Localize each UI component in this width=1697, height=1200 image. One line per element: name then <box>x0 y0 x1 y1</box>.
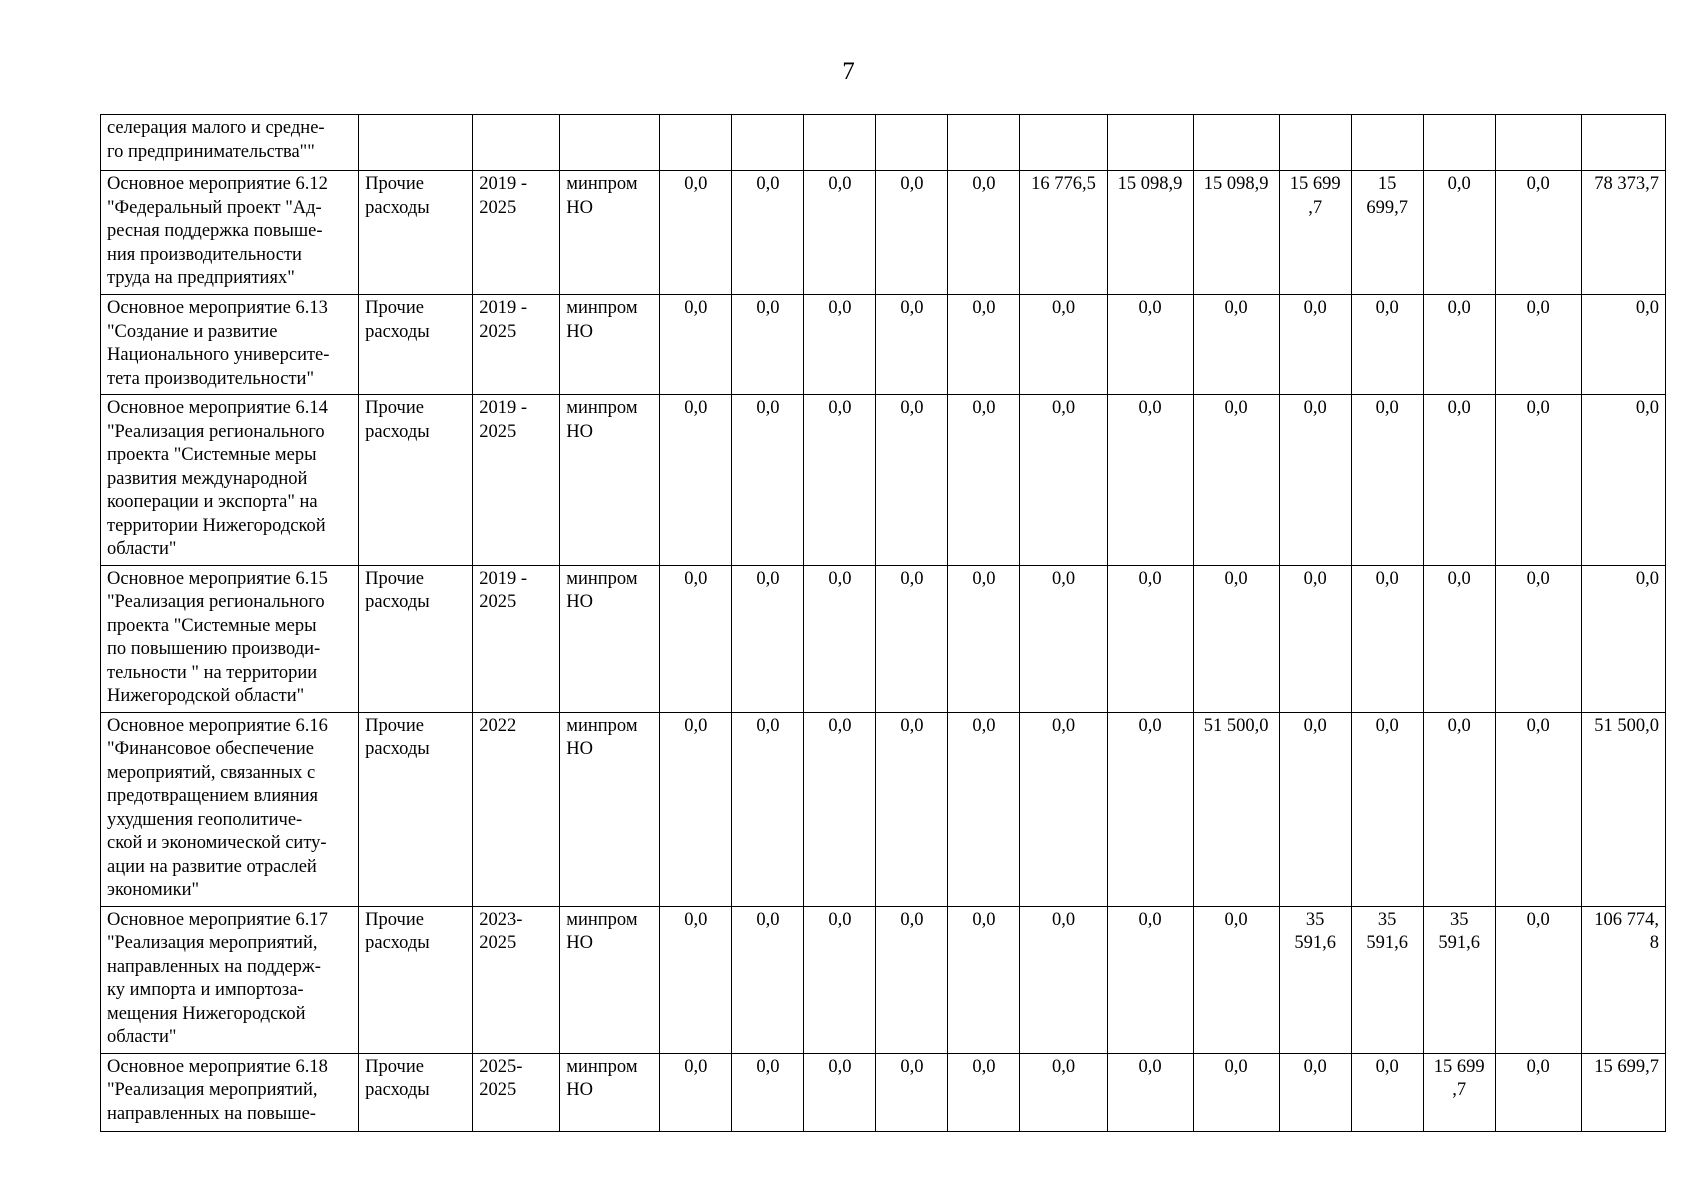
period-cell: 2022 <box>473 712 560 906</box>
period-cell: 2019 - 2025 <box>473 565 560 712</box>
period-cell: 2019 - 2025 <box>473 295 560 395</box>
executor-cell: минпром НО <box>560 565 660 712</box>
period-cell: 2019 - 2025 <box>473 395 560 566</box>
value-cell <box>1423 115 1495 171</box>
table-row <box>101 295 1666 395</box>
expense-type-cell: Прочие расходы <box>359 171 473 295</box>
value-cell: 0,0 <box>1020 1053 1107 1131</box>
period-cell: 2023- 2025 <box>473 906 560 1053</box>
value-cell: 0,0 <box>1351 395 1423 566</box>
value-cell: 0,0 <box>1495 906 1581 1053</box>
value-cell: 0,0 <box>1279 295 1351 395</box>
value-cell: 0,0 <box>660 906 732 1053</box>
value-cell: 0,0 <box>732 712 804 906</box>
period-cell <box>473 115 560 171</box>
value-cell: 0,0 <box>876 1053 948 1131</box>
value-cell: 0,0 <box>1107 395 1193 566</box>
value-cell: 35 591,6 <box>1423 906 1495 1053</box>
event-name-cell: Основное мероприятие 6.14 "Реализация регионального проекта "Системные меры развития международной кооперации и экспорта" на территории Нижегородской области" <box>101 395 359 566</box>
table-row <box>101 712 1666 906</box>
value-cell: 0,0 <box>804 295 876 395</box>
expense-type-cell: Прочие расходы <box>359 295 473 395</box>
value-cell: 0,0 <box>876 295 948 395</box>
total-value-cell: 0,0 <box>1581 295 1665 395</box>
value-cell <box>1193 115 1279 171</box>
value-cell: 0,0 <box>1495 1053 1581 1131</box>
value-cell <box>732 115 804 171</box>
executor-cell: минпром НО <box>560 171 660 295</box>
expense-type-cell: Прочие расходы <box>359 906 473 1053</box>
value-cell: 0,0 <box>876 712 948 906</box>
expense-type-cell: Прочие расходы <box>359 395 473 566</box>
period-cell: 2025- 2025 <box>473 1053 560 1131</box>
value-cell: 0,0 <box>876 171 948 295</box>
value-cell: 0,0 <box>1351 1053 1423 1131</box>
value-cell: 0,0 <box>1107 712 1193 906</box>
value-cell: 15 699,7 <box>1351 171 1423 295</box>
value-cell: 15 699 ,7 <box>1279 171 1351 295</box>
period-cell: 2019 - 2025 <box>473 171 560 295</box>
executor-cell: минпром НО <box>560 712 660 906</box>
value-cell: 0,0 <box>660 565 732 712</box>
expense-type-cell: Прочие расходы <box>359 565 473 712</box>
value-cell: 0,0 <box>660 295 732 395</box>
value-cell: 0,0 <box>804 395 876 566</box>
value-cell: 16 776,5 <box>1020 171 1107 295</box>
event-name-cell: Основное мероприятие 6.17 "Реализация мероприятий, направленных на поддерж- ку импорта и импортоза- мещения Нижегородской области" <box>101 906 359 1053</box>
total-value-cell: 106 774, 8 <box>1581 906 1665 1053</box>
value-cell: 15 098,9 <box>1107 171 1193 295</box>
value-cell: 0,0 <box>1107 295 1193 395</box>
event-name-cell: Основное мероприятие 6.15 "Реализация регионального проекта "Системные меры по повышению производи- тельности " на территории Нижегородской области" <box>101 565 359 712</box>
value-cell: 0,0 <box>1423 171 1495 295</box>
value-cell: 0,0 <box>1107 1053 1193 1131</box>
value-cell: 0,0 <box>1423 395 1495 566</box>
executor-cell: минпром НО <box>560 295 660 395</box>
value-cell: 0,0 <box>1279 565 1351 712</box>
page-number: 7 <box>842 58 855 85</box>
executor-cell: минпром НО <box>560 906 660 1053</box>
value-cell <box>1107 115 1193 171</box>
value-cell: 0,0 <box>1020 395 1107 566</box>
event-name-cell: Основное мероприятие 6.18 "Реализация мероприятий, направленных на повыше- <box>101 1053 359 1131</box>
value-cell <box>948 115 1020 171</box>
value-cell: 0,0 <box>1351 712 1423 906</box>
total-value-cell: 51 500,0 <box>1581 712 1665 906</box>
value-cell: 0,0 <box>732 565 804 712</box>
value-cell: 0,0 <box>1279 395 1351 566</box>
executor-cell <box>560 115 660 171</box>
value-cell: 0,0 <box>660 395 732 566</box>
value-cell: 0,0 <box>660 1053 732 1131</box>
value-cell: 0,0 <box>1495 171 1581 295</box>
value-cell: 0,0 <box>1193 295 1279 395</box>
table-row <box>101 1053 1666 1131</box>
expense-type-cell: Прочие расходы <box>359 1053 473 1131</box>
executor-cell: минпром НО <box>560 1053 660 1131</box>
event-name-cell: Основное мероприятие 6.13 "Создание и развитие Национального университе- тета производительности" <box>101 295 359 395</box>
value-cell: 0,0 <box>948 171 1020 295</box>
value-cell: 0,0 <box>732 295 804 395</box>
value-cell <box>876 115 948 171</box>
value-cell: 0,0 <box>948 1053 1020 1131</box>
table-row <box>101 171 1666 295</box>
value-cell: 0,0 <box>1020 712 1107 906</box>
total-value-cell: 78 373,7 <box>1581 171 1665 295</box>
value-cell: 0,0 <box>1107 565 1193 712</box>
value-cell: 0,0 <box>1107 906 1193 1053</box>
value-cell: 15 699 ,7 <box>1423 1053 1495 1131</box>
expense-type-cell <box>359 115 473 171</box>
value-cell: 0,0 <box>1423 565 1495 712</box>
value-cell <box>804 115 876 171</box>
value-cell: 0,0 <box>732 395 804 566</box>
value-cell: 0,0 <box>1495 395 1581 566</box>
event-name-cell: Основное мероприятие 6.12 "Федеральный проект "Ад- ресная поддержка повыше- ния производительности труда на предприятиях" <box>101 171 359 295</box>
value-cell: 0,0 <box>1020 295 1107 395</box>
value-cell: 51 500,0 <box>1193 712 1279 906</box>
table-row <box>101 565 1666 712</box>
value-cell: 0,0 <box>1423 295 1495 395</box>
budget-table <box>100 114 1666 1132</box>
value-cell: 0,0 <box>1279 712 1351 906</box>
value-cell: 0,0 <box>732 171 804 295</box>
total-value-cell: 0,0 <box>1581 565 1665 712</box>
value-cell <box>1279 115 1351 171</box>
value-cell: 0,0 <box>804 1053 876 1131</box>
value-cell: 0,0 <box>876 565 948 712</box>
value-cell: 0,0 <box>804 906 876 1053</box>
value-cell: 0,0 <box>660 712 732 906</box>
value-cell <box>660 115 732 171</box>
value-cell: 35 591,6 <box>1279 906 1351 1053</box>
value-cell: 0,0 <box>1020 565 1107 712</box>
total-value-cell: 0,0 <box>1581 395 1665 566</box>
value-cell: 0,0 <box>732 906 804 1053</box>
value-cell: 0,0 <box>804 712 876 906</box>
value-cell: 0,0 <box>1279 1053 1351 1131</box>
value-cell: 0,0 <box>660 171 732 295</box>
value-cell: 0,0 <box>804 171 876 295</box>
value-cell: 0,0 <box>1423 712 1495 906</box>
expense-type-cell: Прочие расходы <box>359 712 473 906</box>
value-cell <box>1351 115 1423 171</box>
value-cell: 0,0 <box>948 565 1020 712</box>
value-cell: 0,0 <box>948 395 1020 566</box>
value-cell: 0,0 <box>732 1053 804 1131</box>
value-cell: 0,0 <box>876 906 948 1053</box>
value-cell: 15 098,9 <box>1193 171 1279 295</box>
event-name-cell: Основное мероприятие 6.16 "Финансовое обеспечение мероприятий, связанных с предотвращением влияния ухудшения геополитиче- ской и экономической ситу- ации на развитие отраслей экономики" <box>101 712 359 906</box>
value-cell: 0,0 <box>1193 906 1279 1053</box>
value-cell: 0,0 <box>1495 295 1581 395</box>
event-name-cell: селерация малого и средне- го предпринимательства"" <box>101 115 359 171</box>
value-cell: 0,0 <box>1193 1053 1279 1131</box>
table-row <box>101 906 1666 1053</box>
value-cell: 0,0 <box>804 565 876 712</box>
value-cell: 35 591,6 <box>1351 906 1423 1053</box>
executor-cell: минпром НО <box>560 395 660 566</box>
value-cell: 0,0 <box>1193 395 1279 566</box>
table-row <box>101 395 1666 566</box>
value-cell: 0,0 <box>876 395 948 566</box>
value-cell <box>1020 115 1107 171</box>
value-cell <box>1495 115 1581 171</box>
table-body <box>101 115 1666 1132</box>
value-cell: 0,0 <box>948 906 1020 1053</box>
value-cell: 0,0 <box>1351 565 1423 712</box>
value-cell: 0,0 <box>1020 906 1107 1053</box>
value-cell: 0,0 <box>1351 295 1423 395</box>
value-cell: 0,0 <box>948 712 1020 906</box>
total-value-cell <box>1581 115 1665 171</box>
value-cell: 0,0 <box>1495 712 1581 906</box>
value-cell: 0,0 <box>1193 565 1279 712</box>
value-cell: 0,0 <box>948 295 1020 395</box>
total-value-cell: 15 699,7 <box>1581 1053 1665 1131</box>
table-row <box>101 115 1666 171</box>
value-cell: 0,0 <box>1495 565 1581 712</box>
